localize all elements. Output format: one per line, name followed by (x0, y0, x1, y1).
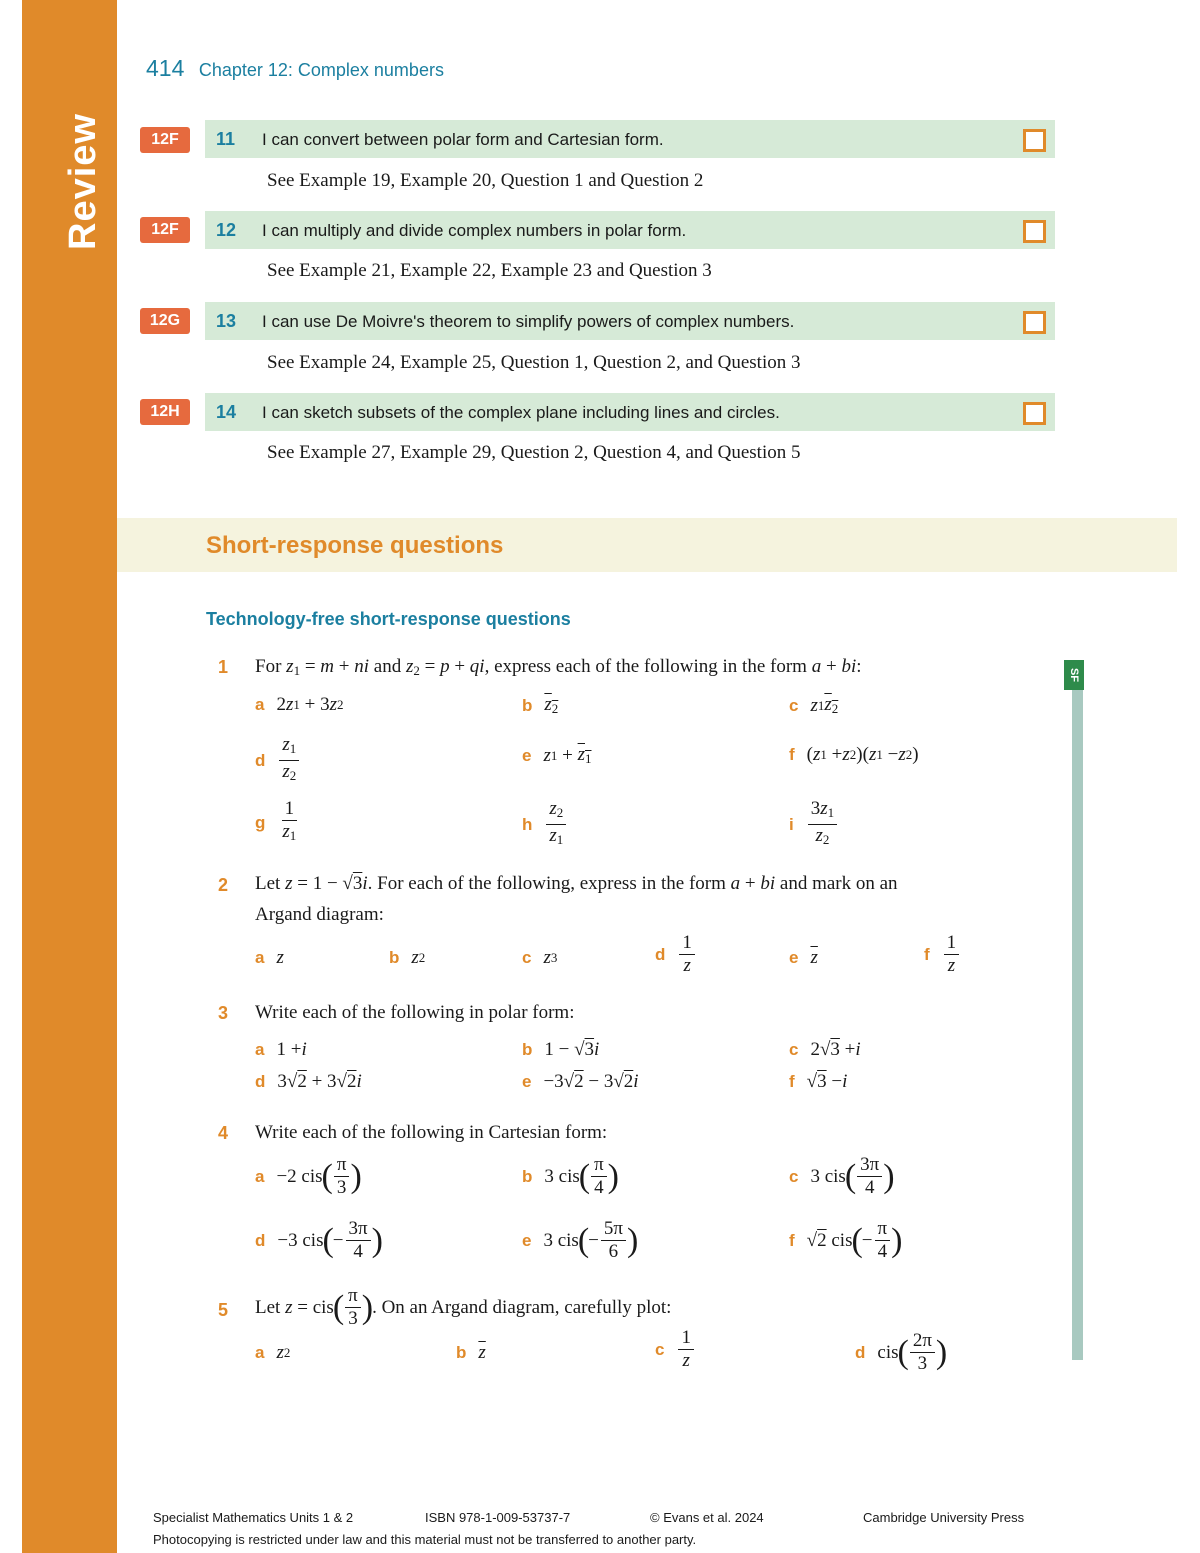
checklist-text: I can use De Moivre's theorem to simplify powers of complex numbers. (262, 312, 795, 331)
short-response-band (117, 518, 1177, 572)
checklist-text: I can multiply and divide complex numbers in polar form. (262, 221, 687, 240)
part-label: b (522, 1166, 533, 1186)
question-part: c z 1 $z_2$ (789, 694, 839, 716)
part-label: a (255, 1040, 265, 1059)
question-part: f √ 3 − i (789, 1071, 848, 1092)
question-part: d $\frac{1}{z}$ (655, 932, 697, 977)
question-number: 2 (218, 875, 229, 895)
question-text: Let z = 1 − √3i. For each of the following, express in the form a + bi and mark on an (255, 873, 898, 894)
checklist-number: 14 (216, 402, 237, 422)
question-part: c 3 cis ( $\frac{3\pi}{4}$ ) (789, 1154, 895, 1198)
question-part: d −3 cis ( − $\frac{3\pi}{4}$ ) (255, 1218, 383, 1262)
checklist-number: 11 (216, 129, 236, 149)
section-tag: 12F (140, 127, 190, 153)
question-number: 3 (218, 1003, 229, 1023)
question-text: For $z_1 = m$ + ni and $z_2 = p$ + qi, express each of the following in the form a + bi: (255, 656, 862, 678)
question-part: b 1 − √ 3 i (522, 1039, 600, 1060)
section-tag: 12F (140, 217, 190, 243)
part-label: d (855, 1342, 866, 1362)
part-label: f (789, 1230, 795, 1250)
question-text-continued: Argand diagram: (255, 904, 384, 925)
checklist-checkbox[interactable] (1023, 129, 1046, 152)
question-part: a 1 + i (255, 1039, 307, 1060)
chapter-title: Chapter 12: Complex numbers (198, 60, 444, 80)
question-part: e 3 cis ( − $\frac{5\pi}{6}$ ) (522, 1218, 639, 1262)
part-label: b (456, 1343, 467, 1362)
part-label: c (789, 695, 799, 715)
question-part: b $\overline{z}$ (456, 1342, 486, 1363)
page-header (146, 55, 444, 82)
question-part: c 2√ 3 + i (789, 1039, 861, 1060)
question-part: e $\overline{z}$ (789, 947, 818, 968)
part-label: h (522, 814, 533, 834)
part-label: d (255, 1072, 266, 1091)
section-title: Short-response questions (206, 532, 504, 559)
part-label: e (522, 745, 532, 765)
part-label: a (255, 1343, 265, 1362)
section-tag: 12H (140, 399, 190, 425)
part-label: b (522, 1040, 533, 1059)
part-label: e (789, 948, 799, 967)
question-part: g $\frac{1}{z_1}$ (255, 798, 297, 843)
checklist-row (205, 302, 1055, 340)
question-part: a z 2 (255, 1342, 291, 1363)
part-label: i (789, 814, 794, 834)
question-part: a −2 cis ( $\frac{\pi}{3}$ ) (255, 1154, 362, 1198)
see-examples: See Example 27, Example 29, Question 2, Question 4, and Question 5 (267, 442, 801, 463)
part-label: f (789, 745, 795, 764)
part-label: a (255, 1166, 265, 1186)
footer-notice: Photocopying is restricted under law and this material must not be transferred to another party. (153, 1532, 697, 1547)
part-label: a (255, 948, 265, 967)
part-label: g (255, 812, 266, 832)
checklist-row (205, 393, 1055, 431)
part-label: c (789, 1166, 799, 1186)
checklist-text: I can convert between polar form and Cartesian form. (262, 130, 664, 149)
sf-tag (1064, 660, 1084, 690)
part-label: c (655, 1339, 665, 1359)
question-part: b z 2 (389, 947, 426, 968)
sf-label: SF (1068, 667, 1081, 683)
checklist-checkbox[interactable] (1023, 220, 1046, 243)
question-part: e −3√ 2 − 3√ 2 i (522, 1071, 639, 1092)
sf-strip (1072, 690, 1083, 1360)
checklist-row (205, 211, 1055, 249)
question-text: Let z = cis ( $\frac{\pi}{3}$ ) . On an Argand diagram, carefully plot: (255, 1285, 672, 1329)
question-part: a z (255, 947, 284, 968)
checklist-row (205, 120, 1055, 158)
question-part: b $z_2$ (522, 694, 559, 716)
see-examples: See Example 24, Example 25, Question 1, Question 2, and Question 3 (267, 352, 801, 373)
checklist-checkbox[interactable] (1023, 402, 1046, 425)
checklist-checkbox[interactable] (1023, 311, 1046, 334)
question-number: 4 (218, 1123, 229, 1143)
part-label: c (522, 948, 532, 967)
question-part: d cis ( $\frac{2\pi}{3}$ ) (855, 1330, 948, 1374)
part-label: a (255, 695, 265, 714)
question-part: f $\frac{1}{z}$ (924, 932, 961, 977)
question-part: h $\frac{z_2}{z_1}$ (522, 798, 568, 851)
question-part: f ( z 1 + z 2 )( z 1 − z 2 ) (789, 744, 919, 765)
see-examples: See Example 19, Example 20, Question 1 and Question 2 (267, 170, 704, 191)
section-subtitle: Technology-free short-response questions (206, 609, 571, 629)
question-text: Write each of the following in polar form: (255, 1002, 575, 1023)
question-part: i $\frac{3z_1}{z_2}$ (789, 798, 839, 851)
see-examples: See Example 21, Example 22, Example 23 and Question 3 (267, 260, 712, 281)
question-part: f √ 2 cis ( − $\frac{\pi}{4}$ ) (789, 1218, 903, 1262)
question-number: 5 (218, 1300, 229, 1320)
checklist-text: I can sketch subsets of the complex plane including lines and circles. (262, 403, 780, 422)
page-number: 414 (146, 55, 185, 81)
checklist-number: 12 (216, 220, 237, 240)
part-label: e (522, 1230, 532, 1250)
review-sidebar (22, 0, 117, 1553)
question-part: e z 1 + $z_1$ (522, 744, 592, 766)
question-part: b 3 cis ( $\frac{\pi}{4}$ ) (522, 1154, 619, 1198)
part-label: b (522, 695, 533, 715)
question-number: 1 (218, 657, 229, 677)
part-label: f (789, 1072, 795, 1091)
footer-isbn: ISBN 978-1-009-53737-7 (425, 1510, 571, 1525)
footer-copyright: © Evans et al. 2024 (650, 1510, 764, 1525)
sidebar-label: Review (62, 113, 104, 250)
question-part: d $\frac{z_1}{z_2}$ (255, 734, 301, 787)
question-part: d 3√ 2 + 3√ 2 i (255, 1071, 362, 1092)
section-tag: 12G (140, 308, 190, 334)
question-text: Write each of the following in Cartesian form: (255, 1122, 608, 1143)
question-part: c z 3 (522, 947, 558, 968)
footer-publisher: Cambridge University Press (863, 1510, 1025, 1525)
part-label: c (789, 1040, 799, 1059)
part-label: d (255, 1230, 266, 1250)
part-label: d (255, 750, 266, 770)
checklist-number: 13 (216, 311, 237, 331)
footer-book: Specialist Mathematics Units 1 & 2 (153, 1510, 354, 1525)
part-label: f (924, 944, 930, 964)
part-label: b (389, 948, 400, 967)
part-label: d (655, 944, 666, 964)
question-part: c $\frac{1}{z}$ (655, 1327, 696, 1372)
question-part: a 2 z 1 + 3 z 2 (255, 694, 344, 715)
part-label: e (522, 1072, 532, 1091)
